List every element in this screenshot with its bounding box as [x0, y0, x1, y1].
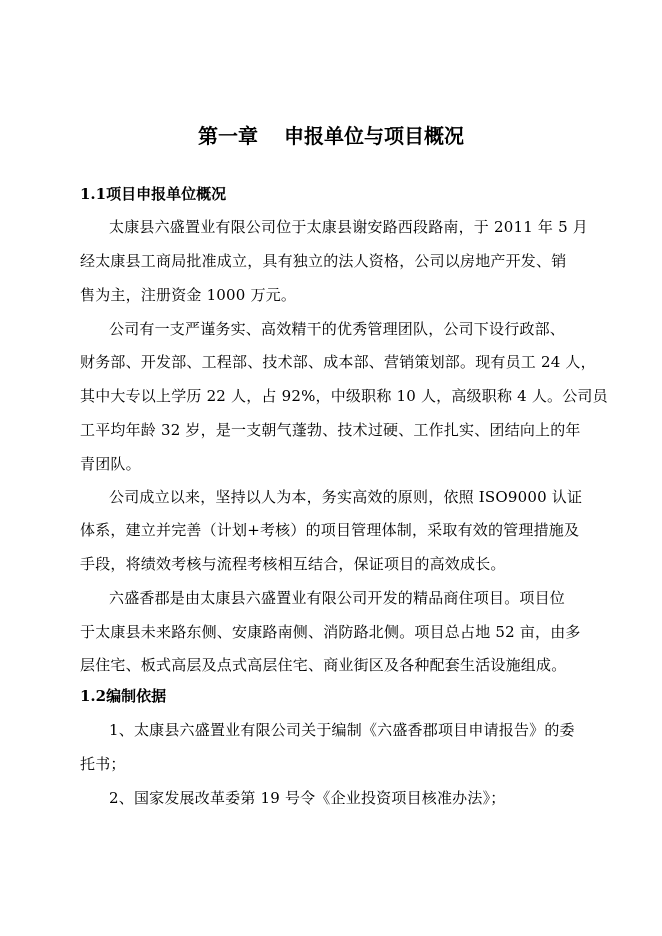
section-heading-1-2: 1.2编制依据 — [80, 687, 167, 705]
section-heading-1-1: 1.1项目申报单位概况 — [80, 185, 227, 203]
chapter-heading: 申报单位与项目概况 — [284, 124, 464, 148]
paragraph-line: 六盛香郡是由太康县六盛置业有限公司开发的精品商住项目。项目位 — [109, 589, 566, 607]
paragraph-line: 1、太康县六盛置业有限公司关于编制《六盛香郡项目申请报告》的委 — [109, 721, 575, 739]
paragraph-line: 公司有一支严谨务实、高效精干的优秀管理团队，公司下设行政部、 — [109, 320, 566, 338]
chapter-number: 第一章 — [198, 124, 258, 148]
paragraph-line: 其中大专以上学历 22 人，占 92%，中级职称 10 人，高级职称 4 人。公司员 — [80, 387, 608, 405]
paragraph-line: 2、国家发展改革委第 19 号令《企业投资项目核准办法》； — [109, 789, 506, 807]
paragraph-line: 青团队。 — [80, 455, 141, 473]
paragraph-line: 财务部、开发部、工程部、技术部、成本部、营销策划部。现有员工 24 人， — [80, 353, 596, 371]
paragraph-line: 手段，将绩效考核与流程考核相互结合，保证项目的高效成长。 — [80, 555, 506, 573]
paragraph-line: 于太康县未来路东侧、安康路南侧、消防路北侧。项目总占地 52 亩，由多 — [80, 623, 581, 641]
paragraph-line: 经太康县工商局批准成立，具有独立的法人资格，公司以房地产开发、销 — [80, 252, 567, 270]
paragraph-line: 公司成立以来，坚持以人为本，务实高效的原则，依照 ISO9000 认证 — [109, 488, 583, 506]
paragraph-line: 层住宅、板式高层及点式高层住宅、商业街区及各种配套生活设施组成。 — [80, 656, 567, 674]
paragraph-line: 太康县六盛置业有限公司位于太康县谢安路西段路南，于 2011 年 5 月 — [109, 218, 588, 236]
paragraph-line: 售为主，注册资金 1000 万元。 — [80, 286, 297, 304]
paragraph-line: 体系，建立并完善（计划+考核）的项目管理体制，采取有效的管理措施及 — [80, 521, 580, 539]
paragraph-line: 工平均年龄 32 岁，是一支朝气蓬勃、技术过硬、工作扎实、团结向上的年 — [80, 421, 581, 439]
chapter-title — [0, 123, 662, 149]
paragraph-line: 托书； — [80, 755, 126, 773]
